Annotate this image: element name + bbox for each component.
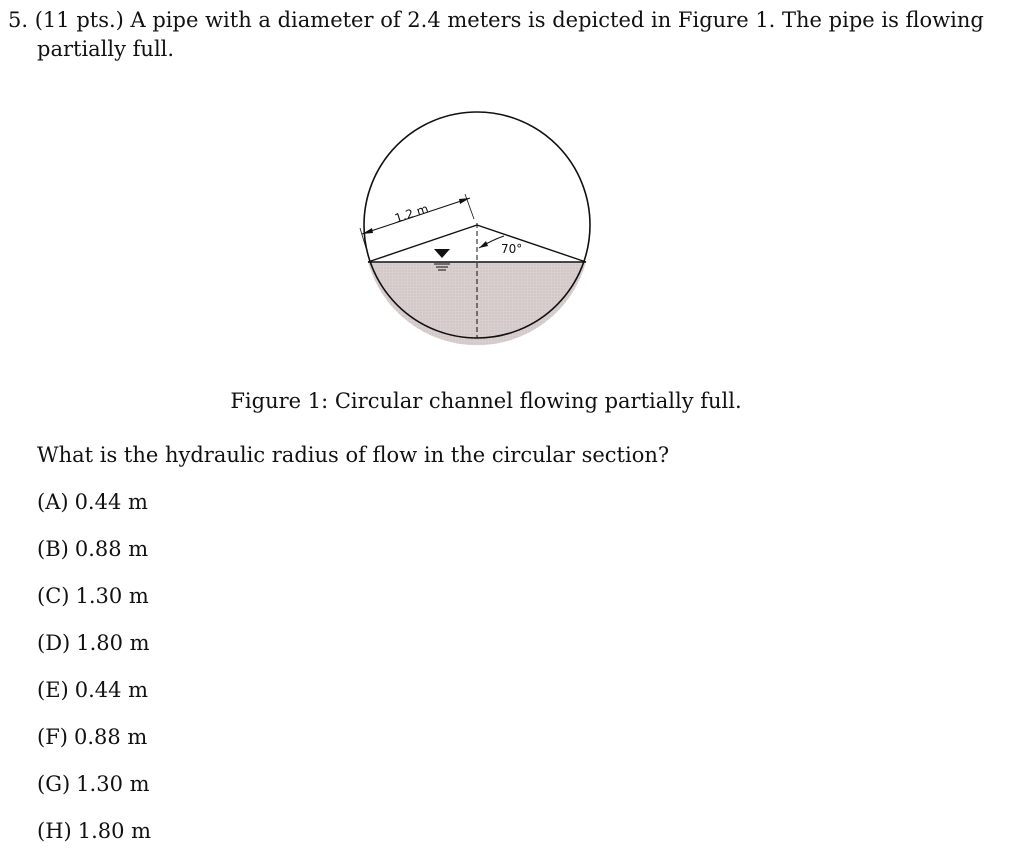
option-letter: (B) [37, 537, 69, 561]
angle-arrow [479, 241, 488, 248]
option-value: 1.80 m [76, 631, 150, 655]
option-value: 0.44 m [74, 678, 149, 702]
option-letter: (E) [37, 678, 69, 702]
option-letter: (F) [37, 725, 68, 749]
option-value: 0.44 m [74, 490, 148, 514]
option-value: 1.30 m [75, 584, 149, 608]
option-letter: (G) [37, 772, 71, 796]
figure-caption: Figure 1: Circular channel flowing partially full. [230, 389, 742, 413]
option-e[interactable] [37, 676, 151, 704]
option-b[interactable] [37, 535, 151, 563]
question-number: 5. [8, 8, 29, 32]
radius-line-right [477, 225, 586, 262]
option-letter: (D) [37, 631, 71, 655]
angle-label: 70° [501, 242, 523, 256]
radius-line-left [368, 225, 477, 262]
question-prompt: What is the hydraulic radius of flow in the circular section? [37, 443, 670, 467]
option-value: 0.88 m [73, 725, 148, 749]
option-d[interactable] [37, 629, 151, 657]
option-letter: (C) [37, 584, 70, 608]
pipe-diagram [336, 78, 641, 360]
option-a[interactable] [37, 488, 151, 516]
option-h[interactable] [37, 817, 151, 845]
option-c[interactable] [37, 582, 151, 610]
option-value: 1.80 m [77, 819, 152, 843]
option-value: 0.88 m [74, 537, 149, 561]
option-f[interactable] [37, 723, 151, 751]
question-line-1 [8, 6, 1003, 35]
option-g[interactable] [37, 770, 151, 798]
option-value: 1.30 m [76, 772, 150, 796]
option-letter: (A) [37, 490, 69, 514]
question-line-2: partially full. [37, 37, 175, 61]
answer-options [37, 488, 151, 864]
question-stem: (11 pts.) A pipe with a diameter of 2.4 meters is depicted in Figure 1. The pipe is flowing [34, 8, 984, 32]
radius-label: 1.2 m [392, 201, 431, 226]
water-surface-symbol-icon [434, 249, 450, 258]
question-text [8, 6, 1003, 64]
option-letter: (H) [37, 819, 72, 843]
pipe-figure [336, 78, 641, 360]
